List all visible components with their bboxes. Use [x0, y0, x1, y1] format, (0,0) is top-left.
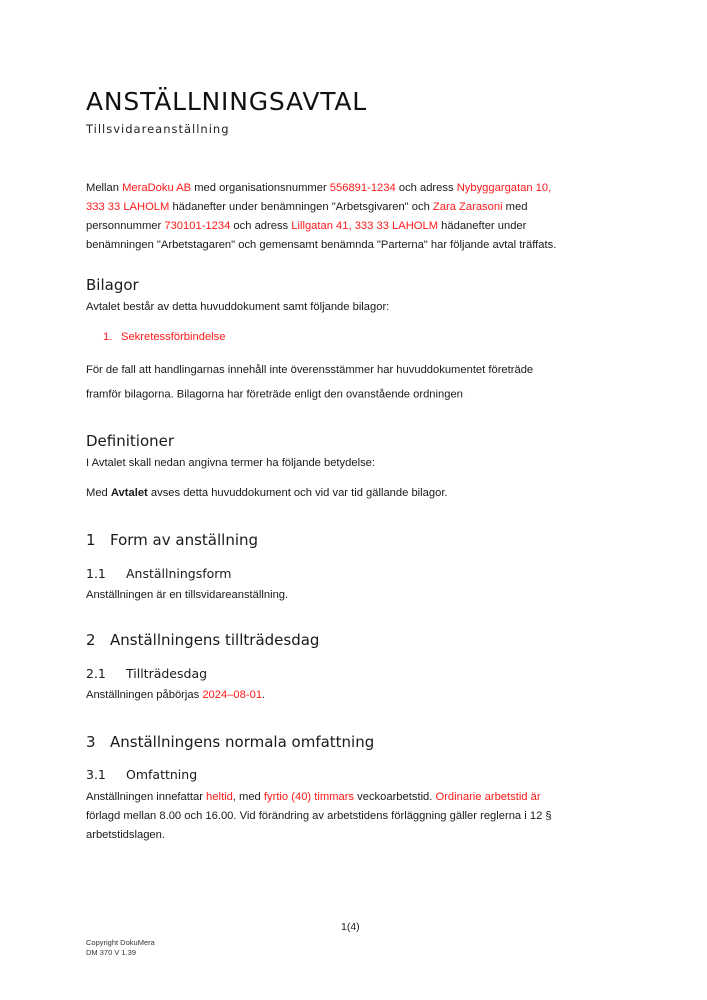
weekly-hours: fyrtio (40) timmars	[263, 791, 355, 803]
section-text: , med	[232, 791, 264, 803]
section-2-heading	[86, 631, 319, 649]
section-title: Anställningens tillträdesdag	[110, 631, 320, 649]
attachments-intro: Avtalet består av detta huvuddokument samt följande bilagor:	[86, 301, 390, 313]
intro-line-1	[86, 179, 626, 198]
intro-text: med	[502, 201, 528, 213]
intro-line-2	[86, 198, 626, 217]
section-text: Anställningen påbörjas	[86, 689, 203, 701]
start-date: 2024–08-01	[202, 689, 263, 701]
intro-text: Mellan	[86, 182, 123, 194]
document-subtitle: Tillsvidareanställning	[86, 122, 230, 136]
intro-text: hädanefter under	[438, 220, 527, 232]
definitions-intro: I Avtalet skall nedan angivna termer ha följande betydelse:	[86, 457, 375, 469]
section-title: Form av anställning	[110, 531, 259, 549]
section-number: 1	[86, 531, 96, 549]
intro-text: och adress	[395, 182, 457, 194]
org-number: 556891-1234	[329, 182, 396, 194]
precedence-line-2	[86, 385, 465, 404]
subsection-number: 1.1	[86, 566, 106, 581]
page-number: 1(4)	[341, 921, 360, 933]
section-1-heading	[86, 531, 258, 549]
precedence-text: framför bilagorna. Bilagorna har företräde enligt den ovanstående ordningen	[86, 388, 463, 401]
section-text: veckoarbetstid.	[354, 791, 436, 803]
intro-line-3	[86, 217, 626, 236]
employer-address: Nybyggargatan 10,	[456, 182, 552, 194]
employee-address: Lillgatan 41, 333 33 LAHOLM	[291, 220, 439, 232]
section-title: Anställningens normala omfattning	[110, 733, 375, 751]
employer-name: MeraDoku AB	[122, 182, 192, 194]
section-3-line-3: arbetstidslagen.	[86, 829, 165, 841]
precedence-line-1: För de fall att handlingarnas innehåll inte överensstämmer har huvuddokumentet företräde	[86, 364, 534, 376]
intro-text: personnummer	[86, 220, 165, 232]
subsection-title: Tillträdesdag	[126, 666, 208, 681]
intro-line-4	[86, 236, 626, 255]
subsection-title: Omfattning	[126, 767, 198, 782]
intro-paragraph	[86, 179, 626, 255]
list-number: 1.	[103, 331, 113, 343]
section-number: 2	[86, 631, 96, 649]
footer-copyright: Copyright DokuMera	[86, 938, 155, 947]
intro-text: med organisationsnummer	[191, 182, 330, 194]
attachment-list-item	[103, 331, 225, 343]
schedule-text: Ordinarie arbetstid är	[435, 791, 541, 803]
personal-number: 730101-1234	[164, 220, 231, 232]
subsection-number: 2.1	[86, 666, 106, 681]
intro-text: hädanefter under benämningen "Arbetsgivaren" och	[169, 201, 433, 213]
section-text: .	[262, 689, 266, 701]
employee-name: Zara Zarasoni	[432, 201, 503, 213]
subsection-title: Anställningsform	[126, 566, 232, 581]
subsection-2-1-heading	[86, 666, 207, 681]
section-3-line-1	[86, 788, 541, 807]
attachment-label: Sekretessförbindelse	[121, 331, 226, 343]
subsection-number: 3.1	[86, 767, 106, 782]
definition-text: avses detta huvuddokument och vid var tid gällande bilagor.	[147, 487, 448, 499]
footer-version: DM 370 V 1.39	[86, 948, 137, 957]
section-3-heading	[86, 733, 374, 751]
paragraph-mark: ·	[462, 391, 465, 397]
definitions-heading: Definitioner	[86, 432, 175, 450]
intro-text: benämningen "Arbetstagaren" och gemensamt benämnda "Parterna" har följande avtal träffats.	[86, 239, 557, 251]
intro-text: och adress	[230, 220, 292, 232]
definition-avtalet	[86, 484, 448, 503]
subsection-3-1-heading	[86, 767, 197, 782]
subsection-1-1-heading	[86, 566, 231, 581]
section-1-text: Anställningen är en tillsvidareanställning.	[86, 589, 289, 601]
section-2-text	[86, 686, 265, 705]
employment-extent: heltid	[206, 791, 233, 803]
section-number: 3	[86, 733, 96, 751]
attachments-heading: Bilagor	[86, 276, 139, 294]
employer-address-cont: 333 33 LAHOLM	[86, 201, 170, 213]
section-3-line-2: förlagd mellan 8.00 och 16.00. Vid förändring av arbetstidens förläggning gäller reglerna i 12 §	[86, 810, 552, 822]
defined-term: Avtalet	[110, 487, 148, 499]
document-title: ANSTÄLLNINGSAVTAL	[86, 87, 368, 116]
section-text: Anställningen innefattar	[86, 791, 207, 803]
definition-text: Med	[86, 487, 111, 499]
